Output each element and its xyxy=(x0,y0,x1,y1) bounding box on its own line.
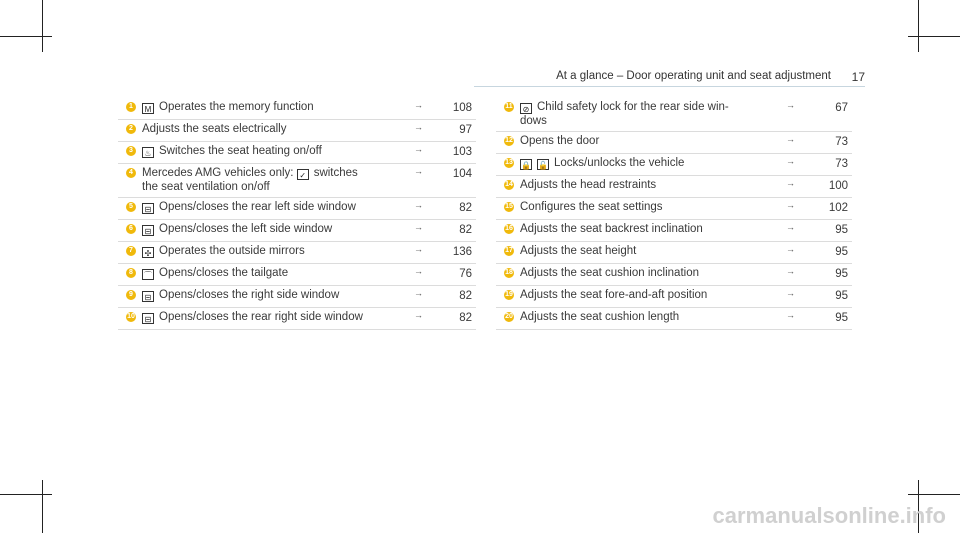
header-divider xyxy=(474,86,865,87)
item-text: Opens the door xyxy=(520,135,600,147)
list-item xyxy=(118,286,476,308)
list-item xyxy=(118,198,476,220)
right-column-list xyxy=(496,98,852,330)
window-icon: ⊟ xyxy=(142,313,154,324)
item-number-badge: 17 xyxy=(505,247,513,254)
lock-unlock-icon: 🔓 xyxy=(538,161,548,170)
memory-m-icon: M xyxy=(142,103,154,114)
item-text: Opens/closes the right side window xyxy=(159,289,340,301)
arrow-icon: → xyxy=(786,266,795,276)
item-description xyxy=(520,244,636,258)
item-number-badge: 18 xyxy=(505,269,513,276)
item-description xyxy=(142,122,286,136)
item-description-line xyxy=(142,167,358,179)
page-reference: 67 xyxy=(835,102,848,114)
item-description xyxy=(142,310,363,324)
crop-mark xyxy=(918,0,919,52)
item-description xyxy=(520,266,699,280)
arrow-icon: → xyxy=(786,178,795,188)
item-description xyxy=(142,222,332,236)
item-text: Opens/closes the rear left side window xyxy=(159,201,356,213)
arrow-icon: → xyxy=(786,288,795,298)
arrow-icon: → xyxy=(786,200,795,210)
arrow-icon: → xyxy=(786,310,795,320)
item-description xyxy=(520,222,703,236)
item-number-badge: 6 xyxy=(126,224,136,234)
item-description-line xyxy=(142,267,288,279)
item-text: Opens/closes the tailgate xyxy=(159,267,289,279)
item-description-line xyxy=(520,135,599,147)
item-text: Operates the memory function xyxy=(159,101,314,113)
watermark: carmanualsonline.info xyxy=(712,503,946,528)
item-text: Adjusts the seat backrest inclination xyxy=(520,223,703,235)
item-text: Locks/unlocks the vehicle xyxy=(554,157,685,169)
arrow-icon: → xyxy=(414,166,423,176)
item-text: Switches the seat heating on/off xyxy=(159,145,322,157)
page-reference: 108 xyxy=(452,102,472,114)
list-item xyxy=(496,308,852,330)
list-item xyxy=(118,120,476,142)
item-description-line xyxy=(520,245,636,257)
list-item xyxy=(496,132,852,154)
crop-mark xyxy=(42,480,43,533)
item-description-line xyxy=(142,145,322,157)
seat-ventilation-icon: ✓ xyxy=(297,169,309,180)
list-item xyxy=(118,142,476,164)
child-lock-icon: ⊘ xyxy=(520,103,532,114)
page-reference: 104 xyxy=(452,168,472,180)
list-item xyxy=(118,98,476,120)
seat-heating-icon: ♨ xyxy=(142,147,154,158)
page-reference: 97 xyxy=(459,124,472,136)
item-text-line2: dows xyxy=(520,115,547,127)
item-description-line xyxy=(142,245,305,257)
page-reference: 95 xyxy=(835,224,848,236)
item-description-line xyxy=(142,101,314,113)
arrow-icon: → xyxy=(786,156,795,166)
item-description xyxy=(142,166,358,194)
item-text: Adjusts the seat fore-and-aft position xyxy=(520,289,708,301)
item-description-line xyxy=(142,311,363,323)
arrow-icon: → xyxy=(414,244,423,254)
mirror-adjust-icon: ✣ xyxy=(142,247,154,258)
item-description-line xyxy=(520,289,707,301)
list-item xyxy=(118,220,476,242)
arrow-icon: → xyxy=(786,222,795,232)
arrow-icon: → xyxy=(414,310,423,320)
item-description xyxy=(142,100,314,114)
page-title: At a glance – Door operating unit and seat adjustment xyxy=(556,70,831,82)
page-reference: 73 xyxy=(835,158,848,170)
item-number-badge: 11 xyxy=(505,103,513,110)
arrow-icon: → xyxy=(414,200,423,210)
item-text: Adjusts the seats electrically xyxy=(142,123,287,135)
list-item xyxy=(496,176,852,198)
window-icon: ⊟ xyxy=(142,203,154,214)
list-item xyxy=(496,286,852,308)
page-reference: 82 xyxy=(459,290,472,302)
page-reference: 82 xyxy=(459,224,472,236)
list-item xyxy=(118,308,476,330)
item-description xyxy=(142,288,339,302)
page-reference: 103 xyxy=(452,146,472,158)
page-reference: 95 xyxy=(835,268,848,280)
item-number-badge: 12 xyxy=(505,137,513,144)
arrow-icon: → xyxy=(786,100,795,110)
list-item xyxy=(496,198,852,220)
arrow-icon: → xyxy=(414,100,423,110)
item-description xyxy=(520,156,684,170)
item-text: Adjusts the seat cushion length xyxy=(520,311,680,323)
item-text: switches xyxy=(313,167,358,179)
item-number-badge: 7 xyxy=(126,246,136,256)
item-text: Operates the outside mirrors xyxy=(159,245,305,257)
list-item xyxy=(496,98,852,132)
arrow-icon: → xyxy=(786,134,795,144)
item-description-line xyxy=(142,289,339,301)
item-description xyxy=(520,134,599,148)
item-text: Opens/closes the rear right side window xyxy=(159,311,363,323)
item-description xyxy=(142,144,322,158)
crop-mark xyxy=(0,36,52,37)
item-description-line xyxy=(520,157,684,169)
item-number-badge: 2 xyxy=(126,124,136,134)
item-description xyxy=(520,100,729,128)
list-item xyxy=(118,242,476,264)
arrow-icon: → xyxy=(414,144,423,154)
item-text: Opens/closes the left side window xyxy=(159,223,333,235)
list-item xyxy=(496,154,852,176)
item-number-badge: 8 xyxy=(126,268,136,278)
item-text-line2: the seat ventilation on/off xyxy=(142,181,270,193)
item-description-line xyxy=(142,201,356,213)
page-reference: 73 xyxy=(835,136,848,148)
item-text: Adjusts the head restraints xyxy=(520,179,657,191)
page-reference: 102 xyxy=(828,202,848,214)
list-item xyxy=(496,242,852,264)
list-item xyxy=(496,264,852,286)
item-number-badge: 14 xyxy=(505,181,513,188)
tailgate-icon: ⌒ xyxy=(144,271,152,280)
arrow-icon: → xyxy=(786,244,795,254)
item-description xyxy=(142,266,288,280)
item-description-line xyxy=(142,123,286,135)
item-description-line xyxy=(520,101,729,113)
arrow-icon: → xyxy=(414,122,423,132)
item-description xyxy=(520,200,663,214)
window-icon: ⊟ xyxy=(142,225,154,236)
item-description-line xyxy=(520,223,703,235)
item-description-line xyxy=(520,267,699,279)
item-number-badge: 4 xyxy=(126,168,136,178)
item-number-badge: 19 xyxy=(505,291,513,298)
item-description-line xyxy=(520,311,679,323)
item-description-line xyxy=(520,179,656,191)
arrow-icon: → xyxy=(414,288,423,298)
item-text: Mercedes AMG vehicles only: xyxy=(142,167,294,179)
page-reference: 76 xyxy=(459,268,472,280)
item-description xyxy=(520,310,679,324)
item-description xyxy=(142,244,305,258)
page-reference: 95 xyxy=(835,312,848,324)
list-item xyxy=(118,264,476,286)
page-reference: 136 xyxy=(452,246,472,258)
item-number-badge: 13 xyxy=(505,159,513,166)
item-text: Adjusts the seat height xyxy=(520,245,637,257)
item-description-line xyxy=(142,223,332,235)
item-text: Configures the seat settings xyxy=(520,201,663,213)
page-reference: 100 xyxy=(828,180,848,192)
item-number-badge: 1 xyxy=(126,102,136,112)
crop-mark xyxy=(42,0,43,52)
page-reference: 82 xyxy=(459,202,472,214)
item-number-badge: 15 xyxy=(505,203,513,210)
window-icon: ⊟ xyxy=(142,291,154,302)
crop-mark xyxy=(908,36,960,37)
item-number-badge: 5 xyxy=(126,202,136,212)
list-item xyxy=(118,164,476,198)
item-description-line xyxy=(520,201,663,213)
item-text: Adjusts the seat cushion inclination xyxy=(520,267,699,279)
crop-mark xyxy=(0,494,52,495)
lock-unlock-icon: 🔒 xyxy=(521,161,531,170)
item-number-badge: 20 xyxy=(505,313,513,320)
page-number: 17 xyxy=(851,70,865,84)
arrow-icon: → xyxy=(414,222,423,232)
item-number-badge: 9 xyxy=(126,290,136,300)
item-description xyxy=(520,178,656,192)
item-text: Child safety lock for the rear side win- xyxy=(537,101,729,113)
page-reference: 95 xyxy=(835,246,848,258)
arrow-icon: → xyxy=(414,266,423,276)
crop-mark xyxy=(908,494,960,495)
list-item xyxy=(496,220,852,242)
page-reference: 82 xyxy=(459,312,472,324)
page-reference: 95 xyxy=(835,290,848,302)
item-description xyxy=(520,288,707,302)
item-description xyxy=(142,200,356,214)
left-column-list xyxy=(118,98,476,330)
item-number-badge: 3 xyxy=(126,146,136,156)
item-number-badge: 16 xyxy=(505,225,513,232)
item-number-badge: 10 xyxy=(127,313,135,320)
